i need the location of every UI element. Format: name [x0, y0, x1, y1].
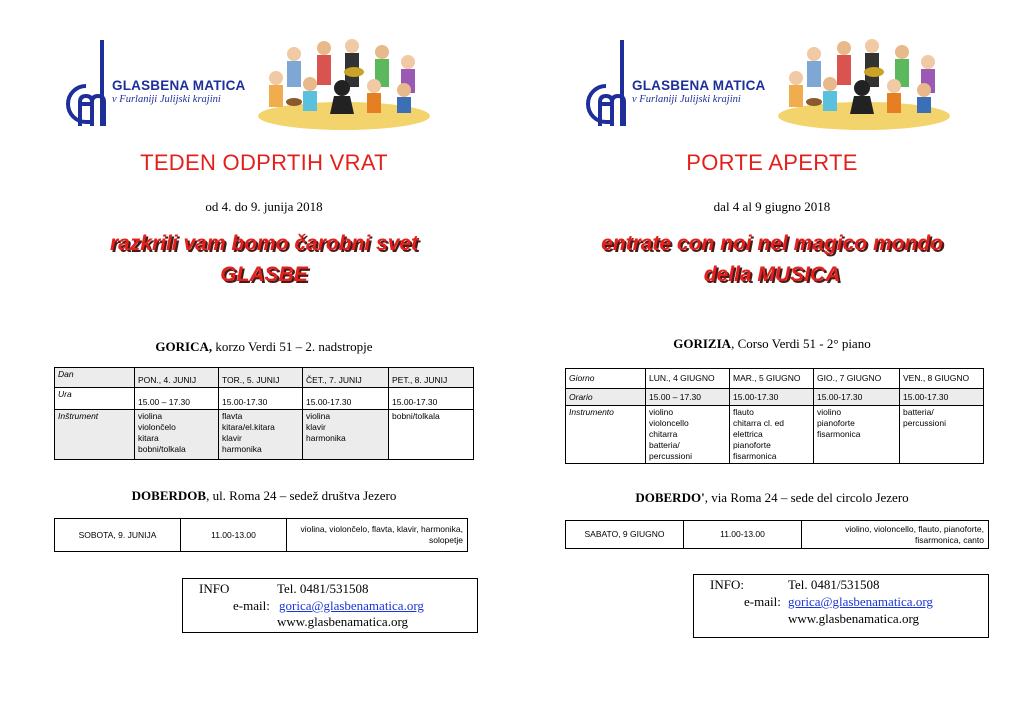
brand-block: [632, 78, 766, 105]
instrument-item: chitarra: [649, 429, 678, 439]
info-email-link[interactable]: gorica@glasbenamatica.org: [279, 598, 424, 613]
instrument-item: batteria/: [903, 407, 934, 417]
slogan-line-1: entrate con noi nel magico mondo: [601, 232, 943, 255]
gorizia-location: [516, 336, 1024, 352]
row-label-time: Orario: [566, 389, 646, 406]
info-email-link[interactable]: gorica@glasbenamatica.org: [788, 594, 933, 609]
slogan-line-1: razkrili vam bomo čarobni svet: [109, 232, 419, 255]
time-cell: 15.00-17.30: [303, 388, 389, 410]
time-cell: 15.00-17.30: [219, 388, 303, 410]
instrument-item: kitara: [138, 433, 159, 443]
gorica-city: GORICA,: [155, 339, 213, 354]
doberdo-table: [565, 520, 989, 549]
instrument-cell: [730, 406, 814, 464]
slogan: [8, 228, 520, 290]
info-email-label: e-mail:: [744, 594, 781, 609]
schedule-table: [565, 368, 984, 464]
instrument-item: bobni/tolkala: [138, 444, 186, 454]
instrument-item: violino: [649, 407, 674, 417]
doberdob-city: DOBERDOB: [131, 488, 207, 503]
instrument-cell: [303, 410, 389, 460]
info-website: www.glasbenamatica.org: [277, 614, 409, 629]
time-cell: 15.00-17.30: [730, 389, 814, 406]
instrument-item: batteria/: [649, 440, 680, 450]
time-cell: 15.00 – 17.30: [646, 389, 730, 406]
instrument-item: violončelo: [138, 422, 176, 432]
instrument-cell: [900, 406, 984, 464]
instrument-item: harmonika: [306, 433, 346, 443]
info-box: [693, 574, 989, 638]
instrument-item: violina: [138, 411, 163, 421]
gorizia-city: GORIZIA: [673, 336, 732, 351]
instrument-item: violoncello: [649, 418, 689, 428]
gorizia-address: , Corso Verdi 51 - 2° piano: [731, 336, 871, 351]
brand-name: GLASBENA MATICA: [112, 78, 246, 93]
slogan-line-2: GLASBE: [220, 263, 308, 286]
instrument-item: elettrica: [733, 429, 763, 439]
instrument-item: kitara/el.kitara: [222, 422, 275, 432]
doberdob-instruments: violina, violončelo, flavta, klavir, harmonika, solopetje: [287, 519, 468, 552]
schedule-table: [54, 367, 474, 460]
instrument-cell: [814, 406, 900, 464]
event-dates: od 4. do 9. junija 2018: [205, 199, 323, 214]
slogan: [516, 228, 1024, 290]
doberdo-time: 11.00-13.00: [684, 521, 802, 549]
day-cell: TOR., 5. JUNIJ: [219, 368, 303, 388]
brand-subtitle: v Furlaniji Julijski krajini: [632, 94, 741, 105]
instrument-item: violino: [817, 407, 842, 417]
row-label-day: Dan: [55, 368, 135, 388]
doberdob-location: [8, 488, 520, 504]
doberdo-instruments: violino, violoncello, flauto, pianoforte, fisarmonica, canto: [802, 521, 989, 549]
instrument-item: bobni/tolkala: [392, 411, 440, 421]
info-label: INFO:: [710, 577, 744, 592]
doberdo-city: DOBERDO': [635, 490, 705, 505]
page-title: PORTE APERTE: [686, 150, 858, 175]
time-cell: 15.00-17.30: [900, 389, 984, 406]
slogan-line-2: della MUSICA: [703, 263, 841, 286]
instrument-cell: [389, 410, 474, 460]
page-title: TEDEN ODPRTIH VRAT: [140, 150, 388, 175]
info-box: [182, 578, 478, 633]
day-cell: ČET., 7. JUNIJ: [303, 368, 389, 388]
gorica-location: [8, 339, 520, 355]
brand-name: GLASBENA MATICA: [632, 78, 766, 93]
instrument-item: percussioni: [903, 418, 946, 428]
instrument-item: fisarmonica: [817, 429, 861, 439]
day-cell: VEN., 8 GIUGNO: [900, 369, 984, 389]
time-cell: 15.00-17.30: [814, 389, 900, 406]
row-label-time: Ura: [55, 388, 135, 410]
instrument-item: chitarra cl. ed: [733, 418, 785, 428]
info-tel: Tel. 0481/531508: [788, 577, 880, 592]
instrument-cell: [219, 410, 303, 460]
day-cell: PON., 4. JUNIJ: [135, 368, 219, 388]
doberdob-address: , ul. Roma 24 – sedež društva Jezero: [206, 488, 397, 503]
info-tel: Tel. 0481/531508: [277, 581, 369, 596]
flyer-italian: [512, 0, 1024, 724]
time-cell: 15.00 – 17.30: [135, 388, 219, 410]
instrument-item: flauto: [733, 407, 754, 417]
instrument-item: klavir: [222, 433, 242, 443]
brand-block: [112, 78, 246, 105]
event-dates: dal 4 al 9 giugno 2018: [713, 199, 831, 214]
doberdob-time: 11.00-13.00: [181, 519, 287, 552]
row-label-day: Giorno: [566, 369, 646, 389]
row-label-instrument: Instrumento: [566, 406, 646, 464]
orchestra-illustration: [774, 32, 954, 130]
instrument-item: violina: [306, 411, 331, 421]
day-cell: LUN., 4 GIUGNO: [646, 369, 730, 389]
doberdob-day: SOBOTA, 9. JUNIJA: [55, 519, 181, 552]
instrument-item: pianoforte: [817, 418, 855, 428]
day-cell: MAR., 5 GIUGNO: [730, 369, 814, 389]
instrument-cell: [135, 410, 219, 460]
info-email-label: e-mail:: [233, 598, 270, 613]
row-label-instrument: Inštrument: [55, 410, 135, 460]
doberdo-address: , via Roma 24 – sede del circolo Jezero: [704, 490, 909, 505]
instrument-item: fisarmonica: [733, 451, 777, 461]
instrument-item: klavir: [306, 422, 326, 432]
doberdob-table: [54, 518, 468, 552]
day-cell: GIO., 7 GIUGNO: [814, 369, 900, 389]
instrument-item: percussioni: [649, 451, 692, 461]
brand-subtitle: v Furlaniji Julijski krajini: [112, 94, 221, 105]
instrument-item: flavta: [222, 411, 243, 421]
instrument-item: harmonika: [222, 444, 262, 454]
orchestra-illustration: [254, 32, 434, 130]
instrument-cell: [646, 406, 730, 464]
doberdo-location: [516, 490, 1024, 506]
doberdo-day: SABATO, 9 GIUGNO: [566, 521, 684, 549]
instrument-item: pianoforte: [733, 440, 771, 450]
gorica-address: korzo Verdi 51 – 2. nadstropje: [212, 339, 373, 354]
day-cell: PET., 8. JUNIJ: [389, 368, 474, 388]
info-label: INFO: [199, 581, 230, 596]
time-cell: 15.00-17.30: [389, 388, 474, 410]
info-website: www.glasbenamatica.org: [788, 611, 920, 626]
